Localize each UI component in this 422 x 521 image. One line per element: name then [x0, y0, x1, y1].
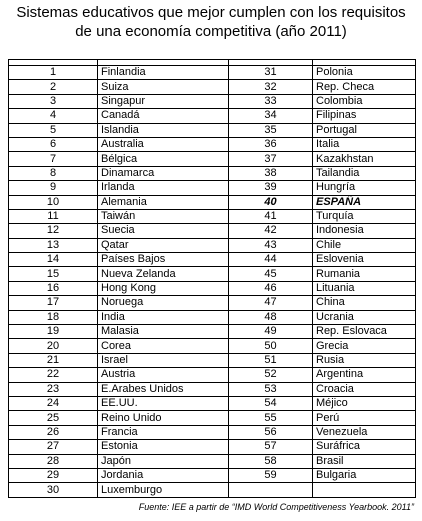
- left-country-cell: Islandia: [98, 123, 229, 137]
- table-row: [9, 94, 416, 108]
- left-rank-cell: 28: [9, 454, 98, 468]
- left-country-cell: Nueva Zelanda: [98, 267, 229, 281]
- table-row: [9, 382, 416, 396]
- right-country-cell: China: [313, 296, 416, 310]
- left-country-cell: E.Arabes Unidos: [98, 382, 229, 396]
- right-rank-cell: 50: [229, 339, 313, 353]
- left-rank-cell: 25: [9, 411, 98, 425]
- left-rank-cell: 3: [9, 94, 98, 108]
- right-rank-cell: 37: [229, 152, 313, 166]
- left-rank-cell: 13: [9, 238, 98, 252]
- right-rank-cell: 43: [229, 238, 313, 252]
- left-rank-cell: 18: [9, 310, 98, 324]
- right-rank-cell: 32: [229, 80, 313, 94]
- right-country-cell: Filipinas: [313, 109, 416, 123]
- left-rank-cell: 6: [9, 137, 98, 151]
- left-country-cell: Reino Unido: [98, 411, 229, 425]
- left-country-cell: Luxemburgo: [98, 483, 229, 497]
- right-rank-cell: 49: [229, 325, 313, 339]
- left-rank-cell: 12: [9, 224, 98, 238]
- left-rank-cell: 17: [9, 296, 98, 310]
- table-row: [9, 325, 416, 339]
- table-row: [9, 209, 416, 223]
- left-rank-cell: 24: [9, 396, 98, 410]
- page-title: [0, 3, 422, 41]
- table-row: [9, 109, 416, 123]
- right-rank-cell: 54: [229, 396, 313, 410]
- table-row: [9, 253, 416, 267]
- right-rank-cell: 46: [229, 281, 313, 295]
- right-rank-cell: 52: [229, 368, 313, 382]
- right-country-cell: Tailandia: [313, 166, 416, 180]
- left-rank-cell: 11: [9, 209, 98, 223]
- left-country-cell: Bélgica: [98, 152, 229, 166]
- right-country-cell: Eslovenia: [313, 253, 416, 267]
- table-row: [9, 66, 416, 80]
- right-rank-cell: 56: [229, 425, 313, 439]
- right-country-cell: Bulgaria: [313, 468, 416, 482]
- left-rank-cell: 26: [9, 425, 98, 439]
- right-rank-cell: 31: [229, 66, 313, 80]
- title-line-2: de una economía competitiva (año 2011): [75, 23, 347, 40]
- table-row: [9, 195, 416, 209]
- table-row: [9, 181, 416, 195]
- left-country-cell: Alemania: [98, 195, 229, 209]
- left-country-cell: Canadá: [98, 109, 229, 123]
- left-rank-cell: 23: [9, 382, 98, 396]
- left-country-cell: EE.UU.: [98, 396, 229, 410]
- ranking-table: [8, 59, 416, 498]
- right-rank-cell: 51: [229, 353, 313, 367]
- left-rank-cell: 2: [9, 80, 98, 94]
- left-rank-cell: 7: [9, 152, 98, 166]
- left-rank-cell: 8: [9, 166, 98, 180]
- table-row: [9, 396, 416, 410]
- left-country-cell: Suecia: [98, 224, 229, 238]
- left-rank-cell: 16: [9, 281, 98, 295]
- table-row: [9, 454, 416, 468]
- right-country-cell: Kazakhstan: [313, 152, 416, 166]
- table-row: [9, 310, 416, 324]
- table-row: [9, 411, 416, 425]
- right-country-cell: Suráfrica: [313, 440, 416, 454]
- left-country-cell: Taiwán: [98, 209, 229, 223]
- right-country-cell: Chile: [313, 238, 416, 252]
- right-rank-cell: 45: [229, 267, 313, 281]
- table-row: [9, 468, 416, 482]
- right-country-cell: Perú: [313, 411, 416, 425]
- table-row: [9, 137, 416, 151]
- right-country-cell: Hungría: [313, 181, 416, 195]
- right-country-cell: Rep. Eslovaca: [313, 325, 416, 339]
- left-rank-cell: 22: [9, 368, 98, 382]
- right-rank-cell: 53: [229, 382, 313, 396]
- left-country-cell: Malasia: [98, 325, 229, 339]
- left-country-cell: Finlandia: [98, 66, 229, 80]
- right-rank-cell: 33: [229, 94, 313, 108]
- left-rank-cell: 15: [9, 267, 98, 281]
- left-country-cell: Australia: [98, 137, 229, 151]
- left-country-cell: Dinamarca: [98, 166, 229, 180]
- right-country-cell: Argentina: [313, 368, 416, 382]
- table-row: [9, 440, 416, 454]
- right-rank-cell: 36: [229, 137, 313, 151]
- right-rank-cell: 39: [229, 181, 313, 195]
- table-row: [9, 353, 416, 367]
- left-country-cell: Israel: [98, 353, 229, 367]
- right-country-cell: Méjico: [313, 396, 416, 410]
- left-rank-cell: 19: [9, 325, 98, 339]
- right-country-cell: Venezuela: [313, 425, 416, 439]
- left-country-cell: Suiza: [98, 80, 229, 94]
- table-row: [9, 166, 416, 180]
- left-country-cell: Estonia: [98, 440, 229, 454]
- table-row: [9, 224, 416, 238]
- right-country-cell: Turquía: [313, 209, 416, 223]
- table-row: [9, 483, 416, 497]
- left-rank-cell: 1: [9, 66, 98, 80]
- right-rank-cell: [229, 483, 313, 497]
- left-country-cell: Singapur: [98, 94, 229, 108]
- right-country-cell: Rusia: [313, 353, 416, 367]
- left-rank-cell: 9: [9, 181, 98, 195]
- right-rank-cell: 38: [229, 166, 313, 180]
- left-country-cell: Qatar: [98, 238, 229, 252]
- left-country-cell: Corea: [98, 339, 229, 353]
- right-country-cell: Grecia: [313, 339, 416, 353]
- right-country-cell: ESPAÑA: [313, 195, 416, 209]
- right-country-cell: Polonia: [313, 66, 416, 80]
- left-country-cell: Hong Kong: [98, 281, 229, 295]
- right-rank-cell: 55: [229, 411, 313, 425]
- right-rank-cell: 44: [229, 253, 313, 267]
- left-rank-cell: 4: [9, 109, 98, 123]
- title-line-1: Sistemas educativos que mejor cumplen con los requisitos: [16, 4, 406, 21]
- right-country-cell: Italia: [313, 137, 416, 151]
- left-rank-cell: 20: [9, 339, 98, 353]
- left-country-cell: Irlanda: [98, 181, 229, 195]
- right-country-cell: Portugal: [313, 123, 416, 137]
- left-rank-cell: 30: [9, 483, 98, 497]
- right-country-cell: Croacia: [313, 382, 416, 396]
- left-country-cell: Japón: [98, 454, 229, 468]
- table-row: [9, 281, 416, 295]
- table-row: [9, 425, 416, 439]
- table-row: [9, 368, 416, 382]
- right-country-cell: Ucrania: [313, 310, 416, 324]
- table-row: [9, 296, 416, 310]
- source-note: Fuente: IEE a partir de “IMD World Competitiveness Yearbook. 2011”: [138, 502, 414, 512]
- left-rank-cell: 29: [9, 468, 98, 482]
- right-rank-cell: 57: [229, 440, 313, 454]
- right-rank-cell: 42: [229, 224, 313, 238]
- right-rank-cell: 40: [229, 195, 313, 209]
- right-country-cell: Colombia: [313, 94, 416, 108]
- table-row: [9, 238, 416, 252]
- table-row: [9, 80, 416, 94]
- left-rank-cell: 14: [9, 253, 98, 267]
- table-row: [9, 152, 416, 166]
- right-rank-cell: 41: [229, 209, 313, 223]
- left-rank-cell: 27: [9, 440, 98, 454]
- left-rank-cell: 5: [9, 123, 98, 137]
- left-country-cell: Países Bajos: [98, 253, 229, 267]
- right-rank-cell: 59: [229, 468, 313, 482]
- left-country-cell: Jordania: [98, 468, 229, 482]
- table-row: [9, 123, 416, 137]
- left-rank-cell: 21: [9, 353, 98, 367]
- right-country-cell: Rep. Checa: [313, 80, 416, 94]
- right-rank-cell: 48: [229, 310, 313, 324]
- left-country-cell: India: [98, 310, 229, 324]
- left-country-cell: Austria: [98, 368, 229, 382]
- right-country-cell: [313, 483, 416, 497]
- table-row: [9, 339, 416, 353]
- left-rank-cell: 10: [9, 195, 98, 209]
- right-rank-cell: 35: [229, 123, 313, 137]
- left-country-cell: Noruega: [98, 296, 229, 310]
- right-country-cell: Rumania: [313, 267, 416, 281]
- right-rank-cell: 58: [229, 454, 313, 468]
- right-rank-cell: 34: [229, 109, 313, 123]
- left-country-cell: Francia: [98, 425, 229, 439]
- right-country-cell: Lituania: [313, 281, 416, 295]
- right-country-cell: Indonesia: [313, 224, 416, 238]
- right-rank-cell: 47: [229, 296, 313, 310]
- right-country-cell: Brasil: [313, 454, 416, 468]
- table-row: [9, 267, 416, 281]
